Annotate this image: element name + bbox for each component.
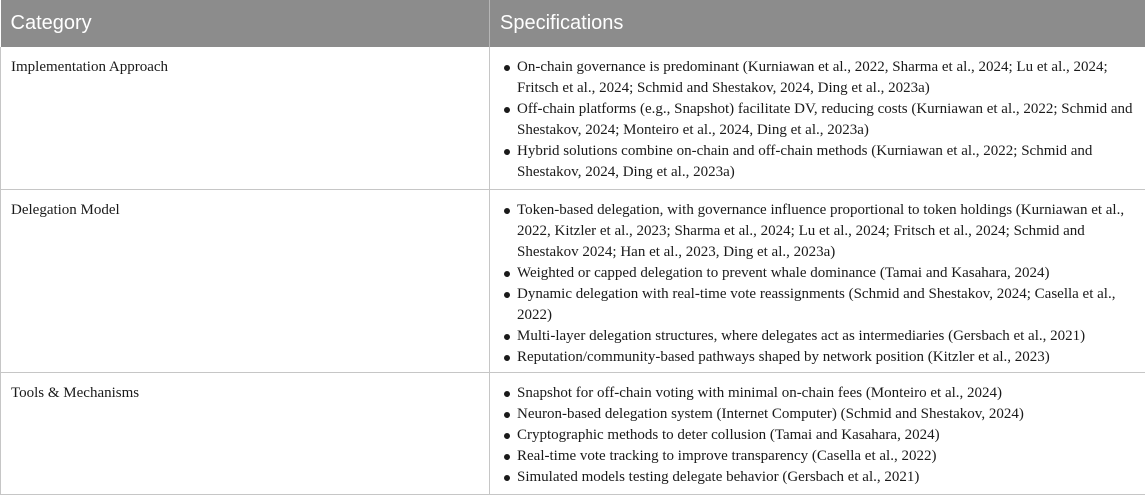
table-row xyxy=(1,372,1145,494)
bullet-list xyxy=(490,383,1137,488)
specifications-cell xyxy=(490,47,1145,189)
bullet-item: Simulated models testing delegate behavior (Gersbach et al., 2021) xyxy=(490,467,1137,488)
bullet-list xyxy=(490,57,1137,183)
table-body xyxy=(1,47,1145,494)
specifications-cell xyxy=(490,189,1145,372)
header-specifications: Specifications xyxy=(490,0,1145,47)
table-row xyxy=(1,189,1145,372)
category-cell: Delegation Model xyxy=(1,189,490,372)
bullet-item: Off-chain platforms (e.g., Snapshot) facilitate DV, reducing costs (Kurniawan et al., 2022; Schmid and Shestakov, 2024; Monteiro et al., 2024, Ding et al., 2023a) xyxy=(490,99,1137,141)
bullet-item: Reputation/community-based pathways shaped by network position (Kitzler et al., 2023) xyxy=(490,347,1137,368)
bullet-item: Neuron-based delegation system (Internet Computer) (Schmid and Shestakov, 2024) xyxy=(490,404,1137,425)
bullet-item: Multi-layer delegation structures, where delegates act as intermediaries (Gersbach et al., 2021) xyxy=(490,326,1137,347)
specifications-cell xyxy=(490,372,1145,494)
category-cell: Implementation Approach xyxy=(1,47,490,189)
bullet-item: Weighted or capped delegation to prevent whale dominance (Tamai and Kasahara, 2024) xyxy=(490,263,1137,284)
bullet-item: Dynamic delegation with real-time vote reassignments (Schmid and Shestakov, 2024; Casella et al., 2022) xyxy=(490,284,1137,326)
table-header xyxy=(1,0,1145,47)
bullet-item: Token-based delegation, with governance influence proportional to token holdings (Kurniawan et al., 2022, Kitzler et al., 2023; Sharma et al., 2024; Lu et al., 2024; Fritsch et al., 2024; Schmid and Shestakov 2024; Han et al., 2023, Ding et al., 2023a) xyxy=(490,200,1137,263)
bullet-item: On-chain governance is predominant (Kurniawan et al., 2022, Sharma et al., 2024; Lu et al., 2024; Fritsch et al., 2024; Schmid and Shestakov, 2024, Ding et al., 2023a) xyxy=(490,57,1137,99)
bullet-item: Snapshot for off-chain voting with minimal on-chain fees (Monteiro et al., 2024) xyxy=(490,383,1137,404)
category-cell: Tools & Mechanisms xyxy=(1,372,490,494)
bullet-item: Cryptographic methods to deter collusion (Tamai and Kasahara, 2024) xyxy=(490,425,1137,446)
header-row xyxy=(1,0,1145,47)
bullet-item: Real-time vote tracking to improve transparency (Casella et al., 2022) xyxy=(490,446,1137,467)
header-category: Category xyxy=(1,0,490,47)
table-row xyxy=(1,47,1145,189)
bullet-item: Hybrid solutions combine on-chain and off-chain methods (Kurniawan et al., 2022; Schmid and Shestakov, 2024, Ding et al., 2023a) xyxy=(490,141,1137,183)
bullet-list xyxy=(490,200,1137,368)
